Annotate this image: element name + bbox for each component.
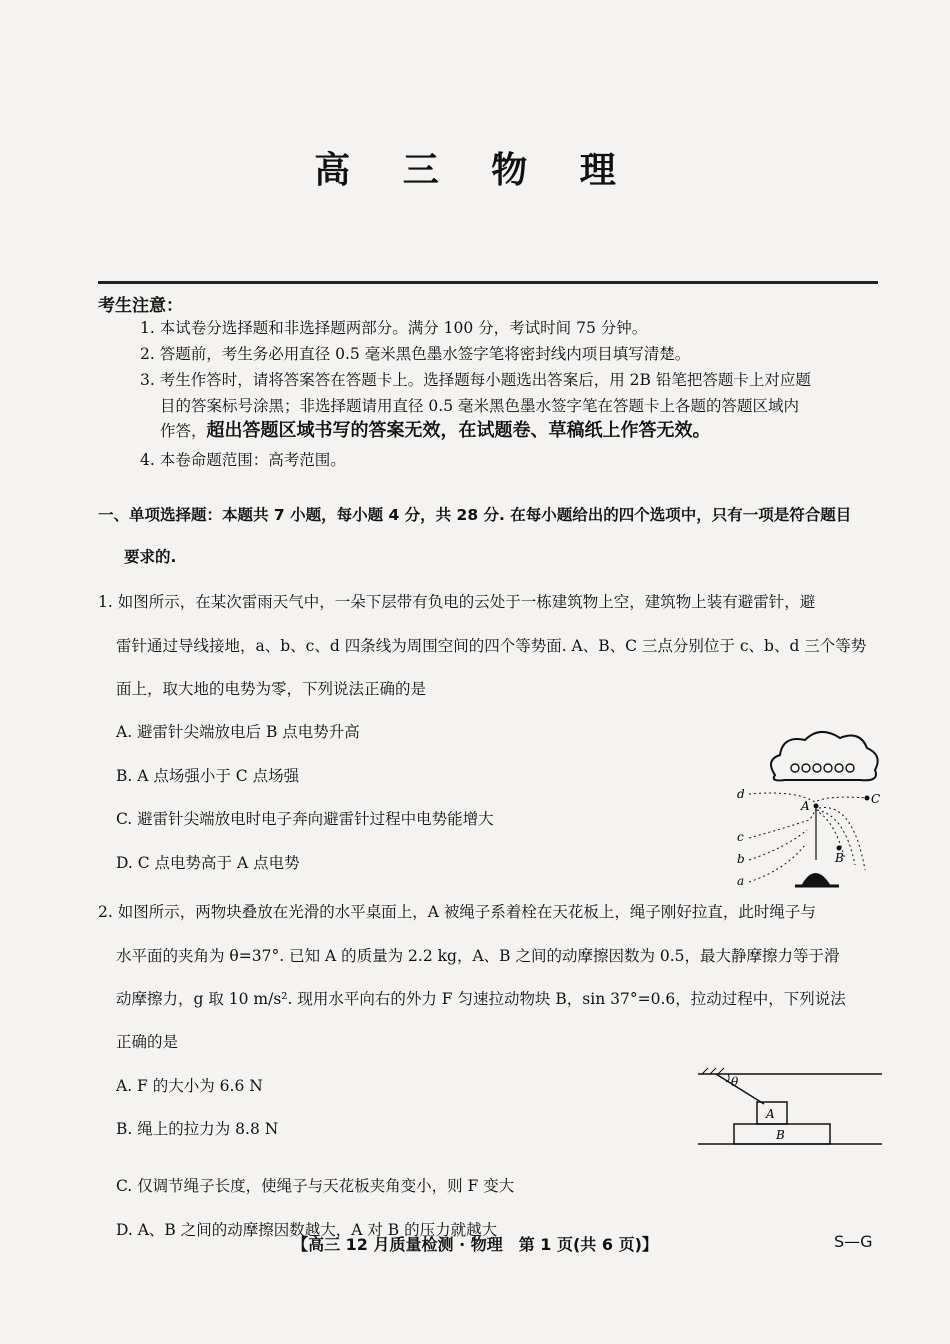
label-theta: θ (731, 1075, 739, 1089)
section-heading-cont: 要求的. (124, 548, 177, 566)
label-block-b: B (776, 1128, 785, 1142)
ceiling-hatch (702, 1068, 724, 1074)
notice-item-4: 4. 本卷命题范围：高考范围。 (140, 451, 346, 469)
notice-item-1: 1. 本试卷分选择题和非选择题两部分。满分 100 分，考试时间 75 分钟。 (140, 319, 648, 337)
q2-option-c: C. 仅调节绳子长度，使绳子与天花板夹角变小，则 F 变大 (116, 1177, 515, 1195)
q1-stem-2: 雷针通过导线接地，a、b、c、d 四条线为周围空间的四个等势面. A、B、C 三点分别位于 c、b、d 三个等势 (116, 637, 867, 655)
label-block-a: A (766, 1107, 775, 1121)
q1-figure (735, 720, 885, 892)
q2-option-d: D. A、B 之间的动摩擦因数越大，A 对 B 的压力就越大 (116, 1221, 498, 1239)
q1-stem-1: 1. 如图所示，在某次雷雨天气中，一朵下层带有负电的云处于一栋建筑物上空，建筑物上装有避雷针，避 (98, 593, 816, 611)
notice-item-2: 2. 答题前，考生务必用直径 0.5 毫米黑色墨水签字笔将密封线内项目填写清楚。 (140, 345, 691, 363)
page-footer: 【高三 12 月质量检测 · 物理 第 1 页(共 6 页)】 (292, 1235, 658, 1254)
q1-option-b: B. A 点场强小于 C 点场强 (116, 767, 300, 785)
q1-stem-3: 面上，取大地的电势为零，下列说法正确的是 (116, 680, 427, 698)
label-b: b (737, 852, 745, 866)
q2-stem-4: 正确的是 (116, 1033, 179, 1051)
label-point-b: B (835, 851, 844, 865)
q1-option-c: C. 避雷针尖端放电时电子奔向避雷针过程中电势能增大 (116, 810, 494, 828)
cloud-shape (771, 732, 878, 780)
cloud-charges (791, 764, 854, 772)
notice-heading: 考生注意： (98, 296, 183, 316)
q2-stem-1: 2. 如图所示，两物块叠放在光滑的水平桌面上，A 被绳子系着栓在天花板上，绳子刚好拉直，此时绳子与 (98, 903, 816, 921)
header-rule (98, 281, 878, 284)
notice-item-3-cont: 目的答案标号涂黑；非选择题请用直径 0.5 毫米黑色墨水签字笔在答题卡上各题的答题区域内 (160, 397, 800, 415)
point-c-dot (865, 796, 870, 801)
building (801, 873, 831, 886)
q1-option-a: A. 避雷针尖端放电后 B 点电势升高 (116, 723, 360, 741)
paper-code: S—G (834, 1232, 873, 1251)
q2-option-a: A. F 的大小为 6.6 N (116, 1077, 263, 1095)
label-point-c: C (871, 792, 881, 806)
point-a-dot (814, 804, 819, 809)
notice-text: 作答， (160, 422, 207, 440)
notice-item-3: 3. 考生作答时，请将答案答在答题卡上。选择题每小题选出答案后，用 2B 铅笔把答题卡上对应题 (140, 371, 811, 389)
q2-option-b: B. 绳上的拉力为 8.8 N (116, 1120, 279, 1138)
rope (716, 1074, 764, 1104)
label-a: a (737, 874, 745, 888)
point-b-dot (837, 846, 842, 851)
q2-stem-2: 水平面的夹角为 θ=37°. 已知 A 的质量为 2.2 kg，A、B 之间的动摩擦因数为 0.5，最大静摩擦力等于滑 (116, 947, 840, 965)
q2-figure (698, 1066, 883, 1148)
page-title: 高 三 物 理 (314, 149, 636, 191)
label-c: c (737, 830, 744, 844)
q2-stem-3: 动摩擦力，g 取 10 m/s². 现用水平向右的外力 F 匀速拉动物块 B，sin 37°=0.6，拉动过程中，下列说法 (116, 990, 846, 1008)
notice-emphasis: 超出答题区域书写的答案无效，在试题卷、草稿纸上作答无效。 (206, 420, 711, 441)
q1-option-d: D. C 点电势高于 A 点电势 (116, 854, 300, 872)
label-d: d (737, 787, 745, 801)
section-heading: 一、单项选择题：本题共 7 小题，每小题 4 分，共 28 分. 在每小题给出的四个选项中，只有一项是符合题目 (98, 506, 852, 524)
notice-item-3-cont2 (160, 421, 711, 441)
label-point-a: A (801, 799, 810, 813)
